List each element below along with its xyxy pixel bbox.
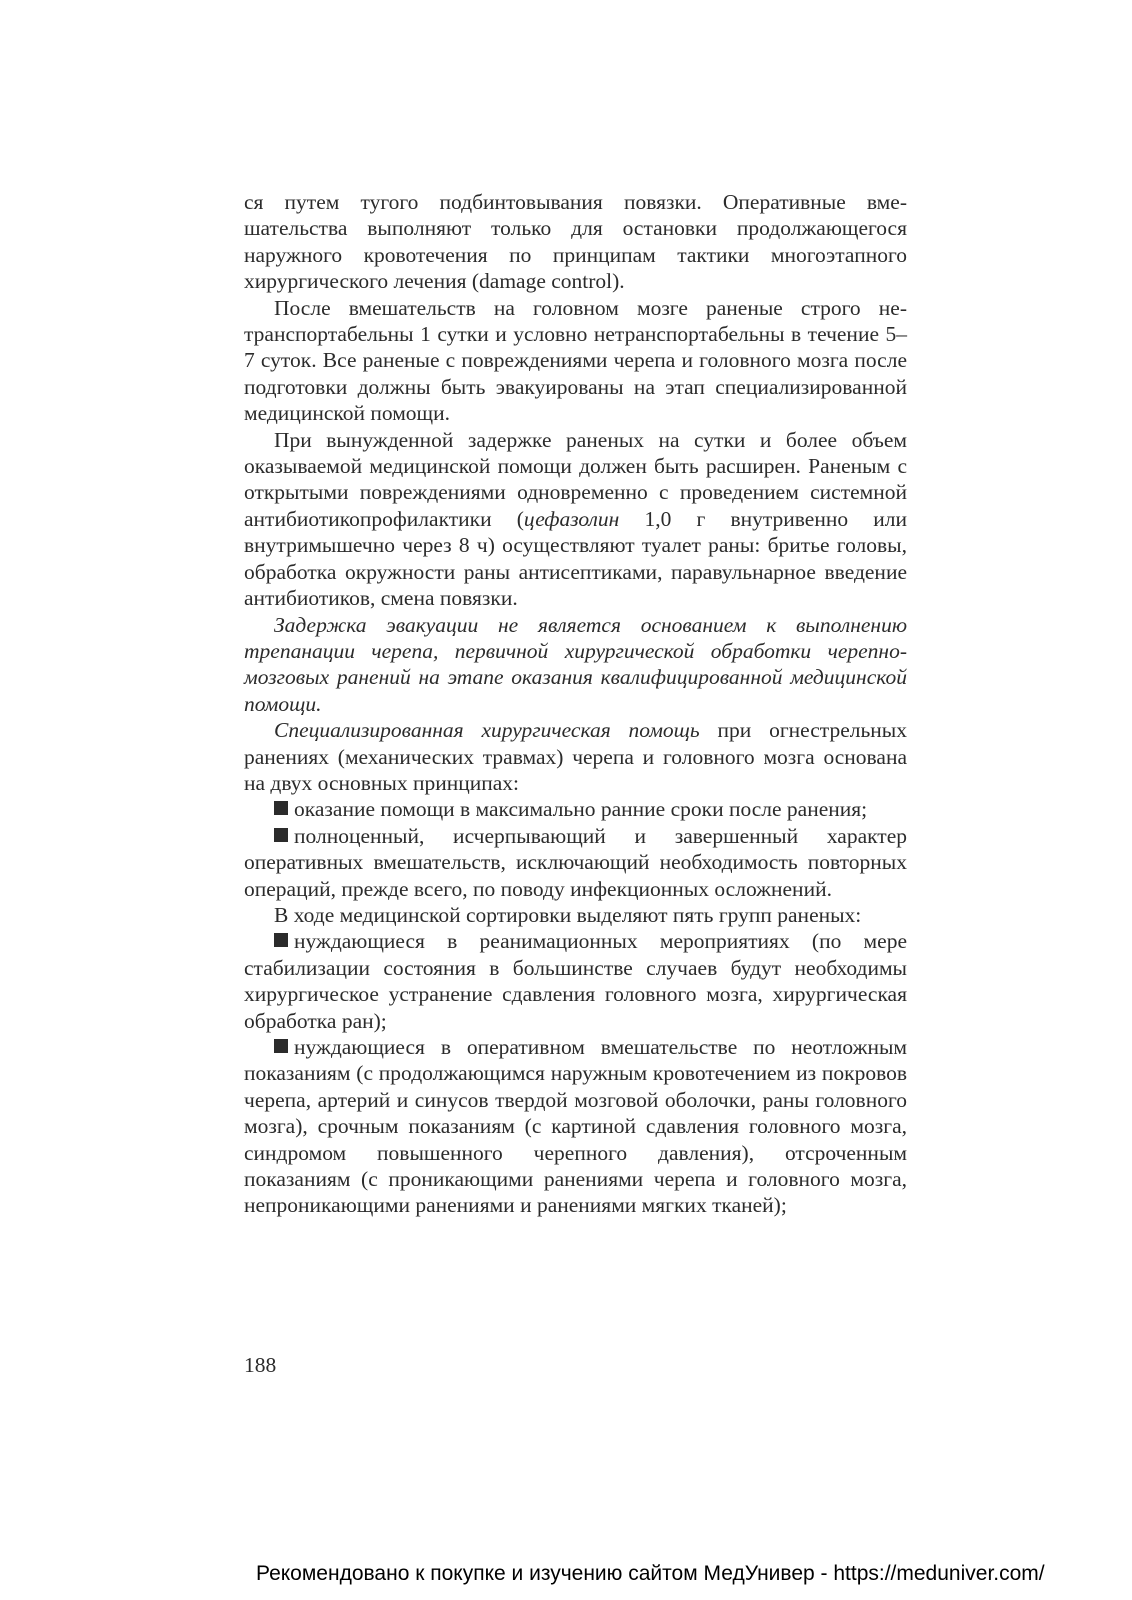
paragraph-specialized-care <box>244 717 907 796</box>
square-bullet-icon <box>274 801 288 815</box>
paragraph-delay-care <box>244 427 907 612</box>
list-item-text: полноценный, исчерпывающий и завершенный характер оперативных вмешательств, исключающий необходимость повторных операций, прежде всего, по поводу инфекционных осложнений. <box>244 823 907 901</box>
drug-name-cefazolin: цефазолин <box>523 506 620 531</box>
footer-promo-text: Рекомендовано к покупке и изучению сайтом МедУнивер - https://meduniver.com/ <box>256 1562 1045 1585</box>
list-item-principle <box>244 796 907 822</box>
paragraph-delay-care-text-start: При вынужденной задержке раненых на сутки и более объем оказываемой медицинской помощи должен быть расширен. Раненым с открытыми повреждениями одновременно с проведением системной антибиотикопрофилактики ( <box>244 427 907 531</box>
body-text <box>244 189 907 1219</box>
square-bullet-icon <box>274 933 288 947</box>
paragraph-transportability: После вмешательств на головном мозге раненые строго нетранспортабельны 1 сутки и условно нетранспортабельны в течение 5–7 суток. Все раненые с повреждениями черепа и головного мозга после подготовки должны быть эвакуированы на этап специализированной медицинской помощи. <box>244 295 907 426</box>
list-item-text: нуждающиеся в оперативном вмешательстве по неотложным показаниям (с продолжающимся наружным кровотечением из покровов черепа, артерий и синусов твердой мозговой оболочки, раны головного мозга), срочным показаниям (с картиной сдавления головного мозга, синдромом повышенного черепного давления), отсроченным показаниям (с проникающими ранениями черепа и головного мозга, непроникающими ранениями и ранениями мягких тканей); <box>244 1035 907 1218</box>
square-bullet-icon <box>274 828 288 842</box>
list-item-group <box>244 928 907 1034</box>
paragraph-evacuation-note <box>244 612 907 718</box>
paragraph-continuation: ся путем тугого подбинтовывания повязки. Оперативные вмешательства выполняют только для остановки продолжающегося наружного кровотечения по принципам тактики многоэтапного хирургического лечения (damage control). <box>244 190 907 294</box>
specialized-care-text: при огнестрельных ранениях (механических травмах) черепа и головного мозга основана на двух основных принципах: <box>244 718 907 795</box>
page-number: 188 <box>244 1353 277 1377</box>
list-item-principle <box>244 823 907 902</box>
evacuation-note-italic: Задержка эвакуации не является основанием к выполнению трепанации черепа, первичной хирургической обработки черепно-мозговых ранений на этапе оказания квалифицированной медицинской помощи. <box>244 612 907 716</box>
paragraph-sorting-intro: В ходе медицинской сортировки выделяют пять групп раненых: <box>274 902 862 927</box>
list-item-text: оказание помощи в максимально ранние сроки после ранения; <box>294 797 868 822</box>
list-item-text: нуждающиеся в реанимационных мероприятиях (по мере стабилизации состояния в большинстве случаев будут необходимы хирургическое устранение сдавления головного мозга, хирургическая обработка ран); <box>244 929 907 1033</box>
paragraph-delay-care-text-end: 1,0 г внутривенно или внутримышечно через 8 ч) осуществляют туалет раны: бритье головы, обработка окружности раны антисептиками, паравульнарное введение антибиотиков, смена повязки. <box>244 506 907 611</box>
square-bullet-icon <box>274 1039 288 1053</box>
list-item-group <box>244 1034 907 1219</box>
specialized-care-term: Специализированная хирургическая помощь <box>274 718 700 743</box>
